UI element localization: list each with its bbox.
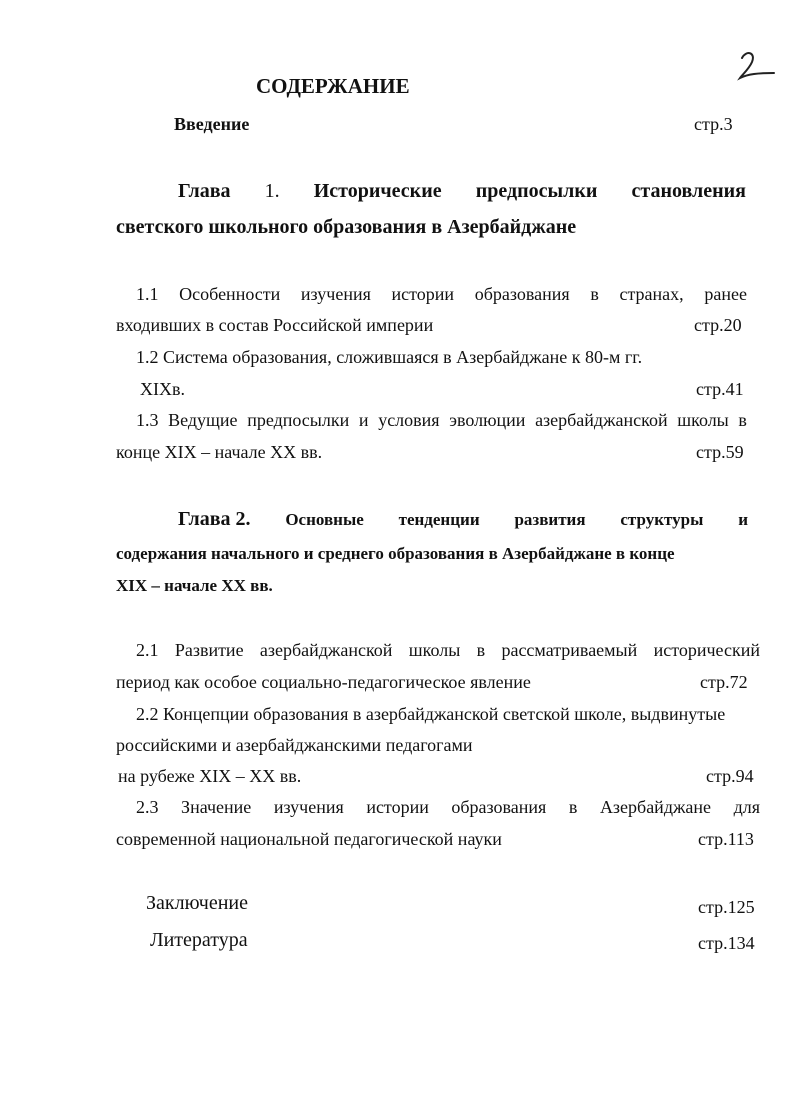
section-2-3-page: стр.113 <box>698 829 754 849</box>
section-1-1-page: стр.20 <box>694 315 742 335</box>
conclusion-label: Заключение <box>146 892 248 914</box>
section-1-2-page: стр.41 <box>696 379 744 399</box>
ch2-word: Основные <box>285 510 364 529</box>
s11-word: истории <box>391 284 455 304</box>
intro-label: Введение <box>174 114 250 134</box>
s13-word: предпосылки <box>247 410 350 430</box>
section-1-3-line2: конце XIX – начале XX вв. <box>116 442 323 462</box>
section-1-2-line2: XIXв. <box>140 379 185 399</box>
ch1-word: становления <box>631 180 746 202</box>
s21-word: школы <box>408 640 461 660</box>
section-2-2-line3: на рубеже XIX – XX вв. <box>118 766 302 786</box>
s11-word: ранее <box>704 284 747 304</box>
s13-word: в <box>738 410 747 430</box>
handwritten-page-mark <box>734 48 778 82</box>
ch2-word: структуры <box>620 510 704 529</box>
section-2-1-page: стр.72 <box>700 672 748 692</box>
s21-word: Развитие <box>174 640 244 660</box>
s23-word: Азербайджане <box>599 797 712 817</box>
ch1-word: Исторические <box>313 180 442 202</box>
chapter2-heading-line1 <box>178 508 748 531</box>
chapter1-heading-line2: светского школьного образования в Азербайджане <box>116 216 577 238</box>
s21-word: в <box>476 640 486 660</box>
s11-word: 1.1 <box>136 284 159 304</box>
chapter2-heading-line2: содержания начального и среднего образования в Азербайджане в конце <box>116 544 675 563</box>
ch1-word: 1. <box>264 180 280 202</box>
s13-word: азербайджанской <box>535 410 668 430</box>
s21-word: 2.1 <box>136 640 159 660</box>
literature-page: стр.134 <box>698 933 755 953</box>
s11-word: Особенности <box>179 284 281 304</box>
s11-word: странах, <box>619 284 684 304</box>
ch1-word: Глава <box>178 180 231 202</box>
s23-word: образования <box>451 797 547 817</box>
section-2-3-line1 <box>136 797 760 818</box>
literature-label: Литература <box>150 929 248 951</box>
ch2-word: тенденции <box>398 510 480 529</box>
s11-word: изучения <box>300 284 371 304</box>
intro-page: стр.3 <box>694 114 733 134</box>
ch2-word: и <box>738 510 748 529</box>
conclusion-page: стр.125 <box>698 897 755 917</box>
s23-word: истории <box>366 797 429 817</box>
section-1-2-line1: 1.2 Система образования, сложившаяся в Азербайджане к 80-м гг. <box>136 347 643 367</box>
s13-word: Ведущие <box>168 410 238 430</box>
page-title: СОДЕРЖАНИЕ <box>256 74 410 98</box>
s23-word: 2.3 <box>136 797 159 817</box>
ch2-word: развития <box>514 510 586 529</box>
chapter2-prefix: Глава 2. <box>178 508 251 530</box>
section-1-1-line1 <box>136 284 747 305</box>
section-2-3-line2: современной национальной педагогической науки <box>116 829 502 849</box>
s13-word: школы <box>677 410 729 430</box>
section-2-2-line2: российскими и азербайджанскими педагогами <box>116 735 473 755</box>
s13-word: эволюции <box>449 410 526 430</box>
s11-word: в <box>590 284 599 304</box>
s13-word: 1.3 <box>136 410 159 430</box>
section-2-2-page: стр.94 <box>706 766 754 786</box>
s13-word: условия <box>378 410 440 430</box>
chapter1-heading-line1 <box>178 180 746 203</box>
s13-word: и <box>358 410 369 430</box>
section-2-1-line2: период как особое социально-педагогическое явление <box>116 672 531 692</box>
s11-word: образования <box>474 284 570 304</box>
s23-word: изучения <box>273 797 344 817</box>
section-1-3-page: стр.59 <box>696 442 744 462</box>
chapter2-heading-line3: XIX – начале XX вв. <box>116 576 273 595</box>
section-1-3-line1 <box>136 410 747 431</box>
section-2-1-line1 <box>136 640 760 661</box>
s23-word: для <box>733 797 760 817</box>
ch1-word: предпосылки <box>475 180 598 202</box>
s23-word: Значение <box>181 797 252 817</box>
s21-word: исторический <box>653 640 760 660</box>
section-1-1-line2: входивших в состав Российской империи <box>116 315 434 335</box>
section-2-2-line1: 2.2 Концепции образования в азербайджанской светской школе, выдвинутые <box>136 704 726 724</box>
s21-word: азербайджанской <box>259 640 393 660</box>
s21-word: рассматриваемый <box>501 640 638 660</box>
s23-word: в <box>568 797 578 817</box>
